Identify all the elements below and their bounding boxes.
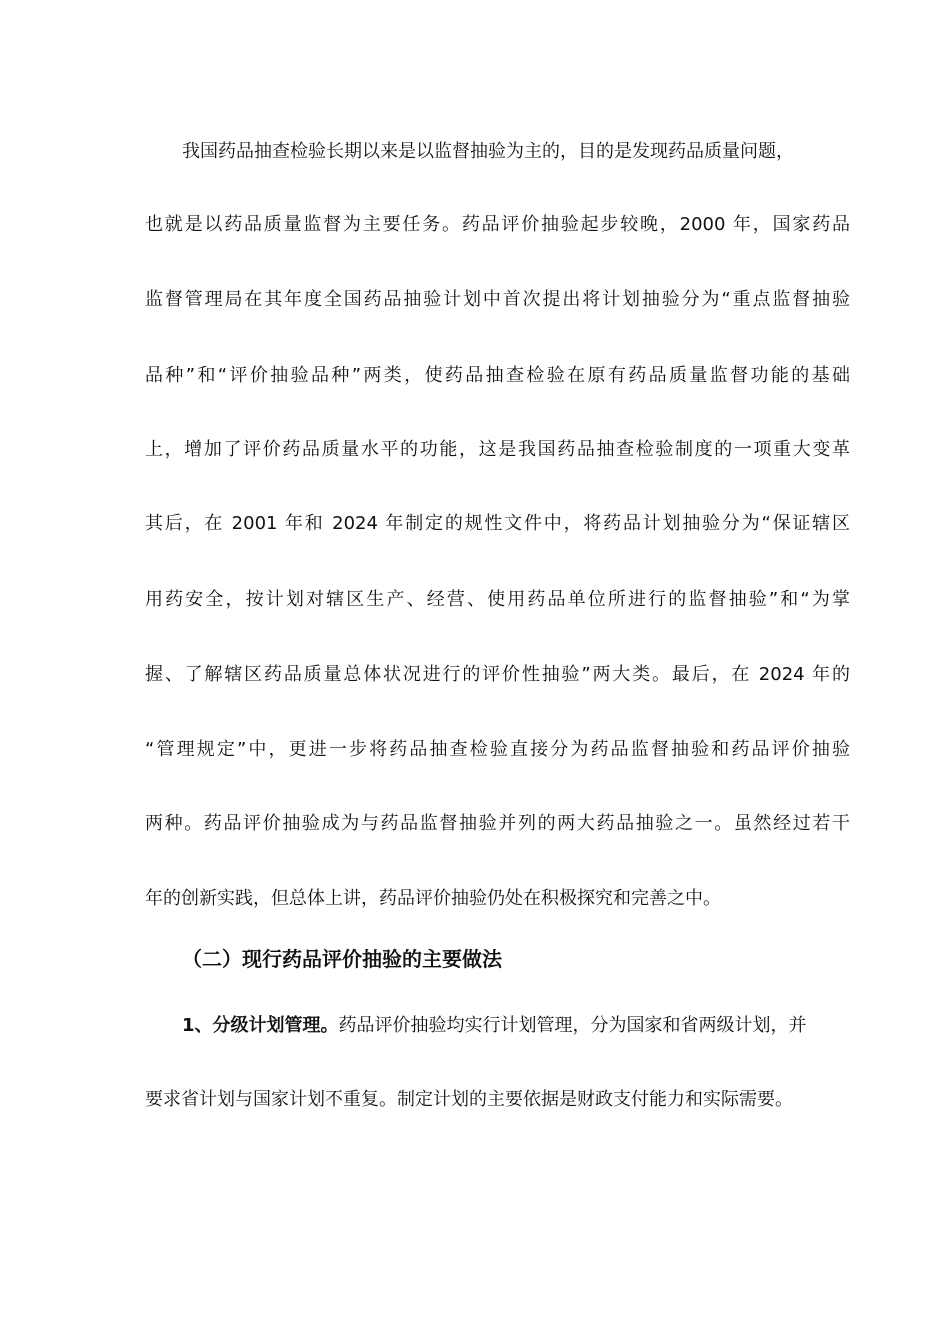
- item-text: 药品评价抽验均实行计划管理，分为国家和省两级计划，并: [338, 1015, 807, 1036]
- paragraph-line: [182, 1014, 850, 1038]
- paragraph-line: 其后，在 2001 年和 2024 年制定的规性文件中，将药品计划抽验分为“保证辖区: [145, 513, 850, 534]
- paragraph-line: 两种。药品评价抽验成为与药品监督抽验并列的两大药品抽验之一。虽然经过若干: [145, 813, 850, 834]
- section-heading: （二）现行药品评价抽验的主要做法: [182, 947, 502, 971]
- paragraph-line: 要求省计划与国家计划不重复。制定计划的主要依据是财政支付能力和实际需要。: [145, 1089, 793, 1110]
- paragraph-line: 用药安全，按计划对辖区生产、经营、使用药品单位所进行的监督抽验”和“为掌: [145, 589, 850, 610]
- paragraph-line: 年的创新实践，但总体上讲，药品评价抽验仍处在积极探究和完善之中。: [145, 888, 721, 909]
- item-lead: 1、分级计划管理。: [182, 1015, 339, 1036]
- paragraph-line: 也就是以药品质量监督为主要任务。药品评价抽验起步较晚，2000 年，国家药品: [145, 214, 850, 235]
- paragraph-line: 品种”和“评价抽验品种”两类，使药品抽查检验在原有药品质量监督功能的基础: [145, 365, 850, 386]
- paragraph-line: 上，增加了评价药品质量水平的功能，这是我国药品抽查检验制度的一项重大变革: [145, 439, 850, 460]
- paragraph-line: 监督管理局在其年度全国药品抽验计划中首次提出将计划抽验分为“重点监督抽验: [145, 289, 850, 310]
- paragraph-line: 我国药品抽查检验长期以来是以监督抽验为主的，目的是发现药品质量问题，: [182, 141, 794, 162]
- paragraph-line: 握、了解辖区药品质量总体状况进行的评价性抽验”两大类。最后，在 2024 年的: [145, 664, 850, 685]
- paragraph-line: “管理规定”中，更进一步将药品抽查检验直接分为药品监督抽验和药品评价抽验: [145, 739, 850, 760]
